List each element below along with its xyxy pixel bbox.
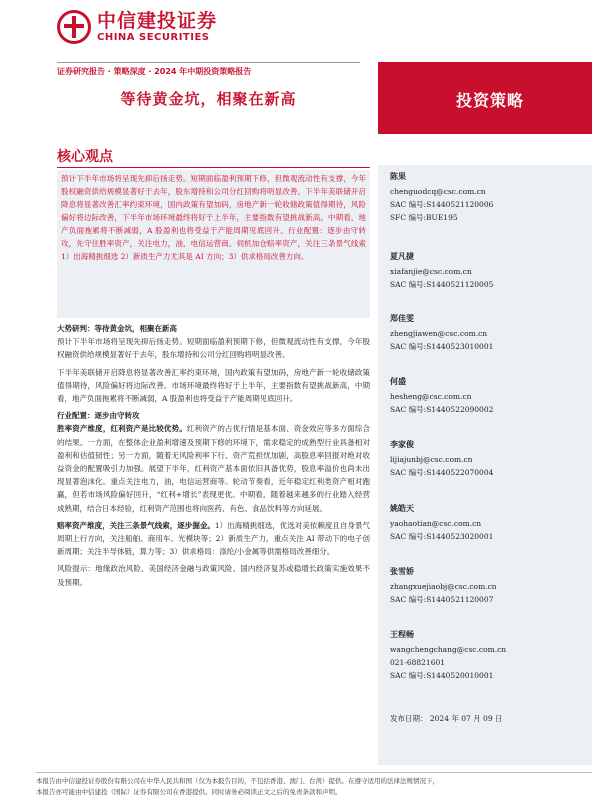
paragraph-market: 预计下半年市场将呈现先抑后扬走势。短期面临盈利预期下修，但微观流动性有支撑，今年股权融资供给规模显著好于去年，股东增持和公司分红回购将明显改善。: [57, 337, 370, 360]
logo-mark-icon: [57, 10, 91, 44]
analyst-email[interactable]: zhangxuejiaobj@csc.com.cn: [390, 582, 497, 591]
analyst-card: 王程畅 wangchengchang@csc.com.cn 021-68821601 SAC 编号:S1440520010001: [390, 630, 507, 680]
analyst-card: 张雪娇 zhangxuejiaobj@csc.com.cn SAC 编号:S1440521120007: [390, 567, 497, 604]
header-divider: [57, 62, 360, 63]
paragraph-outlook: 下半年美联储开启降息将显著改善汇率约束环境，国内政策有望加码，房地产新一轮收储政策值得期待，风险偏好将边际改善。市场环境最终将好于上半年，主要指数有望挑战新高，中期看，地产负面拖累将不断减弱，A 股盈利也将受益于产能周期见底回升。: [57, 367, 370, 404]
analyst-email[interactable]: xiafanjie@csc.com.cn: [390, 267, 472, 276]
paragraph-dividend: 胜率资产维度，红利资产是比较优势。红利资产的占优行情是基本面、资金效应等多方面综合的结果。一方面，在整体企业盈利增速及预期下修的环境下，需求稳定的成熟型行业具备相对盈利和估值韧性；另一方面，随着无风险利率下行、资产荒担忧加剧，高股息率回报对绝对收益资金的配置吸引力加强。展望下半年，红利资产基本面依旧具备优势，股息率溢价也尚未出现显著泡沫化。重点关注电力，油，电信运营商等。轮动节奏看，近年稳定红利类资产相对跑赢，但若市场风险偏好回升，“红利+增长”表现更优。中期看，随着越来越多的行业踏入经营成熟期，结合日本经验，红利资产范围也将向医药、有色、食品饮料等方向延展。: [57, 424, 371, 513]
category-label: 投资策略: [455, 91, 524, 110]
analyst-card: 郑佳雯 zhengjiawen@csc.com.cn SAC 编号:S1440523010001: [390, 314, 494, 351]
analyst-card: 何盛 hesheng@csc.com.cn SAC 编号:S1440522090002: [390, 377, 494, 414]
company-logo: [57, 10, 217, 44]
section-divider: [57, 167, 370, 168]
lead-odds: 赔率资产维度，关注三条景气线索，逐步掘金。: [57, 520, 215, 530]
section-title: 核心观点: [57, 149, 113, 165]
analyst-card: 姚皓天 yaohaotian@csc.com.cn SAC 编号:S1440523020001: [390, 504, 494, 541]
analyst-email[interactable]: zhengjiawen@csc.com.cn: [390, 329, 488, 338]
analyst-email[interactable]: wangchengchang@csc.com.cn: [390, 645, 507, 654]
paragraph-odds: 赔率资产维度，关注三条景气线索，逐步掘金。1）出海精挑细选，优选对美依赖度且自身景气周期上行方向，关注船舶、商用车、光模块等；2）新质生产力，重点关注 AI 带动下的电子创新周期；关注半导体链，算力等；3）供求格局：涤纶/小金属等供需格局改善细分。: [57, 520, 370, 557]
analyst-card: 陈果 chenguodcq@csc.com.cn SAC 编号:S1440521120006 SFC 编号:BUE195: [390, 172, 494, 222]
document-title: 等待黄金坑，相聚在新高: [120, 90, 297, 108]
analyst-email[interactable]: hesheng@csc.com.cn: [390, 392, 472, 401]
analyst-card: 李家俊 lijiajunbj@csc.com.cn SAC 编号:S1440522070004: [390, 440, 494, 477]
report-series: 证券研究报告 · 策略深度 · 2024 年中期投资策略报告: [57, 67, 252, 76]
analyst-email[interactable]: chenguodcq@csc.com.cn: [390, 187, 486, 196]
analyst-email[interactable]: lijiajunbj@csc.com.cn: [390, 455, 473, 464]
heading-market: 大势研判：等待黄金坑，相聚在新高: [57, 324, 177, 333]
paragraph-risk: 风险提示：地缘政治风险、美国经济金融与政策风险、国内经济复苏或稳增长政策实施效果不及预期。: [57, 564, 370, 587]
heading-industry: 行业配置：逐步由守转攻: [57, 411, 140, 421]
analyst-card: 夏凡捷 xiafanjie@csc.com.cn SAC 编号:S1440521120005: [390, 252, 494, 289]
publish-date: 发布日期： 2024 年 07 月 09 日: [390, 714, 503, 723]
category-banner: [378, 62, 592, 134]
logo-cn: 中信建投证券: [97, 10, 218, 32]
lead-dividend: 胜率资产维度，红利资产是比较优势。: [57, 424, 187, 434]
footer-divider: [36, 772, 592, 773]
disclaimer: 本报告由中信建投证券股份有限公司在中华人民共和国（仅为本报告目的，不包括香港、澳门、台湾）提供。在遵守适用的法律法规情况下， 本报告亦可能由中信建投（国际）证券有限公司在香港提供。同时请务必阅读正文之后的免责条款和声明。: [36, 777, 439, 796]
summary-box: 预计下半年市场将呈现先抑后扬走势。短期面临盈利预期下修，但微观流动性有支撑，今年股权融资供给规模显著好于去年，股东增持和公司分红回购将明显改善。下半年美联储开启降息将显著改善汇率约束环境，国内政策有望加码，房地产新一轮收储政策值得期待，风险偏好将边际改善，下半年市场环境最终将好于上半年，主要指数有望挑战新高。中期看，地产负面拖累将不断减弱，A 股盈利也将受益于产能周期见底回升。行业配置：逐步由守转攻，先守住胜率资产，关注电力，油，电信运营商。伺机加仓赔率资产，关注三条景气线索 1）出海精挑细选 2）新质生产力尤其是 AI 方向；3）供求格局改善方向。: [57, 170, 370, 318]
analyst-email[interactable]: yaohaotian@csc.com.cn: [390, 519, 482, 528]
logo-en: CHINA SECURITIES: [97, 32, 210, 43]
body-text: [57, 322, 370, 593]
